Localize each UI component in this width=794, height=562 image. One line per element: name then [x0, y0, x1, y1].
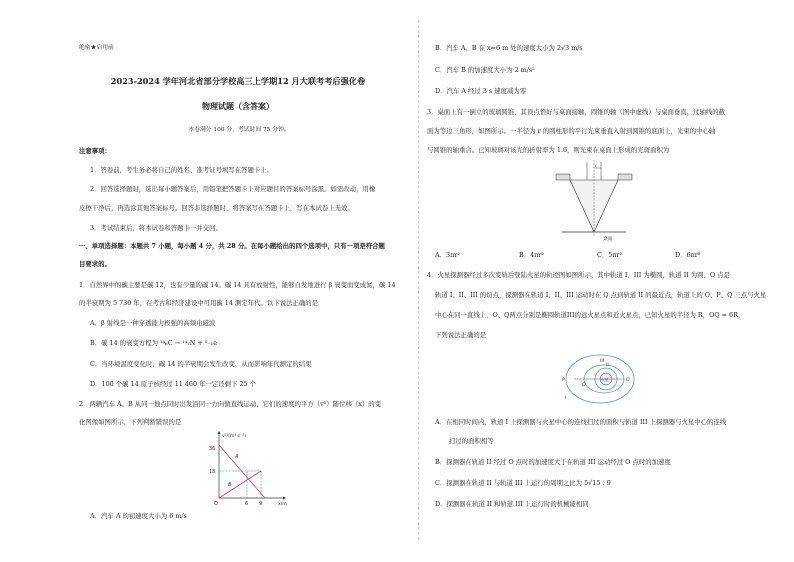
- origin-label: O: [214, 501, 218, 506]
- section-heading: 一、单项选择题：本题共 7 小题，每小题 4 分，共 28 分。在每小题给出的四个选项中，只有一项是符合题: [79, 242, 385, 250]
- exam-meta: 本卷满分 100 分，考试时间 75 分钟。: [188, 127, 290, 133]
- q2-option-d: D．汽车 A 经过 3 s 速度减为零: [435, 87, 527, 95]
- q4-option-a: A．在相同时间内，轨道 I 上探测器与火星中心的连线扫过的面积与轨道 III 上探测器与火星中心的连线: [435, 418, 727, 426]
- q1-option-a: A．β 射线是一种穿透能力极强的高频电磁波: [90, 319, 216, 327]
- q2-v2-x-graph: [205, 430, 287, 506]
- exam-subtitle: 物理试题（含答案）: [202, 101, 274, 111]
- q1-option-d: D．100 个碳 14 原子核经过 11 460 年一定还剩下 25 个: [90, 380, 257, 388]
- q3-stem-2: 面为等边三角形，如图所示。一半径为 r 的圆柱形的平行光束垂直入射到圆锥的底面上，光束的中心轴: [427, 127, 716, 135]
- notice-heading: 注意事项：: [79, 147, 111, 155]
- x-axis-arrow: [283, 497, 286, 500]
- q4-orbit-figure: [560, 345, 646, 405]
- point-q: Q: [582, 383, 586, 388]
- point-o: O: [626, 378, 630, 383]
- q2-option-b: B．汽车 A、B 在 x=6 m 处的速度大小为 2√3 m/s: [435, 44, 583, 52]
- line-a-label: A: [235, 454, 239, 460]
- x-tick-6: 6: [245, 501, 249, 506]
- q3-option-c: C．5πr²: [597, 251, 623, 259]
- q4-option-d: D．探测器在轨道 II 和轨道 III 上运行时的机械能相同: [435, 500, 589, 508]
- notice-item-2: 2．回答选择题时，选出每小题答案后，用铅笔把答题卡上对应题目的答案标号涂黑。如需改动，用橡: [90, 185, 376, 193]
- radius-label: r: [595, 164, 597, 169]
- q1-option-b: B．碳 14 的衰变方程为 ¹⁴₆C → ¹⁴₇N + ⁰₋₁e: [90, 339, 218, 347]
- q3-stem-3: 与圆锥的轴重合。已知玻璃对该光的折射率为 1.6，则光束在桌面上形成的光斑面积为: [427, 146, 670, 154]
- q4-stem-1: 4．火星探测器经过多次变轨后登陆火星的轨迹图如图所示，其中轨道 I、III 为椭圆，轨道 II 为圆，O 点是: [427, 271, 731, 279]
- q3-stem-1: 3．桌面上有一倒立的玻璃圆锥，其顶点恰好与桌面接触，圆锥的轴（图中虚线）与桌面垂直，过轴线的截: [427, 108, 726, 116]
- q2-stem-1: 2．两辆汽车 A、B 从同一地点同时出发沿同一方向做直线运动，它们的速度的平方（v²）随位移（x）的变: [79, 400, 382, 408]
- left-support: [556, 174, 570, 180]
- q4-stem-2: 轨道 I、II、III 的切点，探测器在轨道 I、II、III 运动时在 Q 点到轨道 II 的最近点，轨道上的 O、P、Q 三点与火星: [435, 291, 767, 299]
- q4-stem-3: 中心在同一直线上，O、Q两点分别是椭圆轨道III的远火星点和近火星点，已知火星的半径为 R，OQ = 6R，: [435, 311, 745, 319]
- y-tick-18: 18: [209, 469, 216, 475]
- line-b-label: B: [228, 482, 232, 488]
- column-divider: [418, 20, 419, 540]
- q4-option-c: C．探测器在轨道 II 与轨道 III 上运行的周期之比为 5√15∶9: [435, 479, 611, 487]
- line-a: [219, 445, 265, 498]
- line-b: [219, 471, 261, 498]
- q1-option-c: C．当环境温度变化时，碳 14 的半衰期会发生改变，从而影响年代测定的结果: [90, 360, 312, 368]
- notice-item-2-cont: 皮擦干净后，再选涂其他答案标号。回答非选择题时，将答案写在答题卡上，写在本试卷上无效。: [79, 204, 354, 212]
- notice-item-3: 3．考试结束后，将本试卷和答题卡一并交回。: [90, 224, 222, 232]
- q1-stem-1: 1．自然界中的碳主要是碳 12，也有少量的碳 14。碳 14 具有放射性，能够自发地进行 β 衰变而变成氮，碳 14: [79, 281, 396, 289]
- q2-stem-2: 化图像如图所示，下列判断错误的是: [79, 418, 182, 426]
- q4-option-b: B．探测器在轨道 II 经过 O 点时的加速度大于在轨道 III 运动经过 O 点时的加速度: [435, 458, 671, 466]
- orbit-label-i: I: [565, 396, 567, 401]
- secret-label: 绝密★启用前: [79, 45, 114, 51]
- exam-title: 2023-2024 学年河北省部分学校高三上学期12 月大联考考后强化卷: [110, 76, 366, 86]
- x-tick-9: 9: [259, 501, 263, 506]
- q4-stem-4: 下列说法正确的是: [435, 331, 487, 339]
- q3-option-b: B．4πr²: [519, 251, 544, 259]
- mars-label: 火星: [601, 377, 609, 382]
- orbit-label-ii: II: [606, 363, 609, 368]
- q2-option-c: C．汽车 B 的加速度大小为 2 m/s²: [435, 66, 535, 74]
- q2-option-a: A．汽车 A 的初速度大小为 6 m/s: [90, 512, 187, 520]
- y-axis-arrow: [218, 431, 221, 434]
- orbit-label-iii: III: [600, 359, 605, 364]
- section-heading-cont: 目要求的。: [79, 260, 111, 268]
- point-p: P: [562, 378, 565, 383]
- y-axis-label: v²/(m²·s⁻²): [222, 434, 247, 439]
- q4-option-a-cont: 扫过的面积相等: [449, 437, 494, 445]
- y-tick-36: 36: [209, 446, 216, 452]
- q3-option-a: A．3πr²: [435, 251, 460, 259]
- q1-stem-2: 的半衰期为 5 730 年，在考古和经济建设中可用碳 14 测定年代。以下说法正确的是: [79, 299, 319, 307]
- x-axis-label: x/m: [278, 502, 287, 506]
- table-label: 桌面: [603, 237, 613, 242]
- q3-option-d: D．6πr²: [675, 251, 701, 259]
- right-support: [618, 174, 632, 180]
- q3-cone-figure: [554, 160, 634, 244]
- notice-item-1: 1．答卷前，考生务必将自己的姓名、准考证号填写在答题卡上。: [90, 166, 274, 174]
